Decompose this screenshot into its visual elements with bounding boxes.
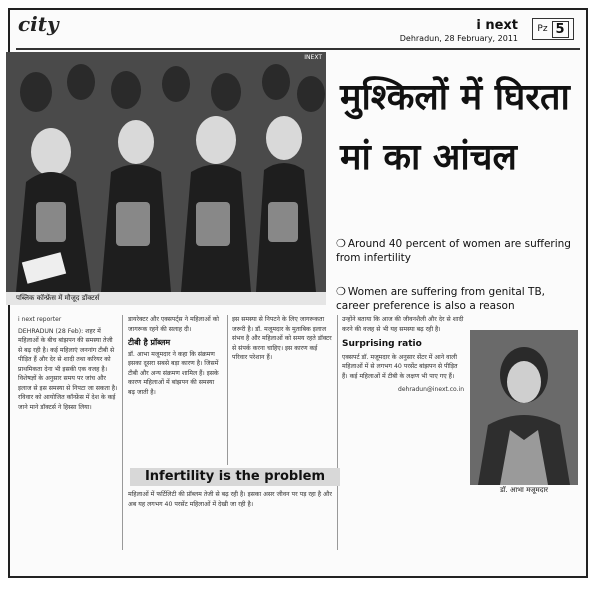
pull-quote: Infertility is the problem <box>130 468 340 486</box>
page-number-box <box>532 18 574 40</box>
article-column-1 <box>18 315 118 550</box>
article-column-2 <box>128 315 223 465</box>
column-3-text: इस समस्या से निपटने के लिए जागरूकता जरूरी है। डॉ. मजूमदार के मुताबिक इलाज संभव है और महिलाओं को समय रहते डॉक्टर से संपर्क करना चाहिए। इस कारण कई परिवार परेशान हैं। <box>232 316 332 361</box>
article-column-3 <box>232 315 332 465</box>
headline-line-1: मुश्किलों में घिरता <box>340 77 570 118</box>
page-label: Pz <box>537 24 548 34</box>
portrait-illustration <box>470 330 578 485</box>
dateline: Dehradun, 28 February, 2011 <box>399 34 518 43</box>
portrait-caption: डॉ. आभा मजूमदार <box>499 486 549 494</box>
column-divider <box>227 315 228 465</box>
column-divider <box>122 315 123 550</box>
highlight-point-2 <box>336 285 576 313</box>
column-4-text-b: एक्सपर्ट डॉ. मजूमदार के अनुसार सेंटर में आने वाली महिलाओं में से लगभग 40 परसेंट बांझपन से पीड़ित हैं। कई महिलाओं में टीबी के लक्षण भी पाए गए हैं। <box>342 353 458 380</box>
bullet-circle-icon: ❍ <box>336 285 346 298</box>
brand-name: i next <box>476 18 518 33</box>
highlight-point-1 <box>336 237 576 265</box>
bullet-circle-icon: ❍ <box>336 237 346 250</box>
header-rule <box>16 48 580 50</box>
main-photo <box>6 52 326 292</box>
headline-line-2: मां का आंचल <box>340 137 517 178</box>
headline <box>340 68 570 188</box>
column-2-text: डॉ. आभा मजूमदार ने कहा कि संक्रमण इसका दूसरा सबसे बड़ा कारण है। जिसमें टीबी और अन्य संक्रमण शामिल हैं। इसके कारण महिलाओं में बांझपन की समस्या बढ़ जाती है। <box>128 350 219 396</box>
article-column-4 <box>342 315 464 550</box>
column-divider <box>337 315 338 550</box>
byline: i next reporter <box>18 316 62 323</box>
column-4-text: उन्होंने बताया कि आज की जीवनशैली और देर से शादी करने की वजह से भी यह समस्या बढ़ रही है। <box>342 316 464 333</box>
subheading-surprising-ratio: Surprising ratio <box>342 339 422 349</box>
main-photo-caption: पब्लिक कॉन्फ्रेंस में मौजूद डॉक्टर्स <box>6 292 326 305</box>
highlight-text-2: Women are suffering from genital TB, career preference is also a reason <box>336 286 546 312</box>
doctor-portrait <box>470 330 578 485</box>
photo-credit: INEXT <box>304 54 322 61</box>
page-number: 5 <box>552 21 569 38</box>
bottom-text: महिलाओं में फर्टिलिटी की प्रॉब्लम तेजी से बढ़ रही है। इसका असर जीवन पर पड़ रहा है और अब यह लगभग 40 परसेंट महिलाओं में देखी जा रही है। <box>128 491 332 508</box>
reporter-email: dehradun@inext.co.in <box>398 386 464 393</box>
column-1-text: DEHRADUN (28 Feb): शहर में महिलाओं के बीच बांझपन की समस्या तेजी से बढ़ रही है। कई महिलाएं जननांग टीबी से पीड़ित हैं और देर से शादी तथा करियर को प्राथमिकता देना भी इसकी एक वजह है। विशेषज्ञों के अनुसार समय पर जांच और इलाज से इस समस्या से निपटा जा सकता है। रविवार को आयोजित कॉन्फ्रेंस में देश के कई जाने माने डॉक्टर्स ने हिस्सा लिया। <box>18 327 118 411</box>
audience-photo-illustration <box>6 52 326 292</box>
subheading-tb: टीबी है प्रॉब्लम <box>128 338 171 347</box>
column-2-intro: डायरेक्टर और एक्सपर्ट्स ने महिलाओं को जागरूक रहने की सलाह दी। <box>128 316 219 333</box>
highlight-text-1: Around 40 percent of women are suffering from infertility <box>336 238 571 264</box>
section-title: city <box>18 12 59 36</box>
article-bottom-block <box>128 490 334 550</box>
